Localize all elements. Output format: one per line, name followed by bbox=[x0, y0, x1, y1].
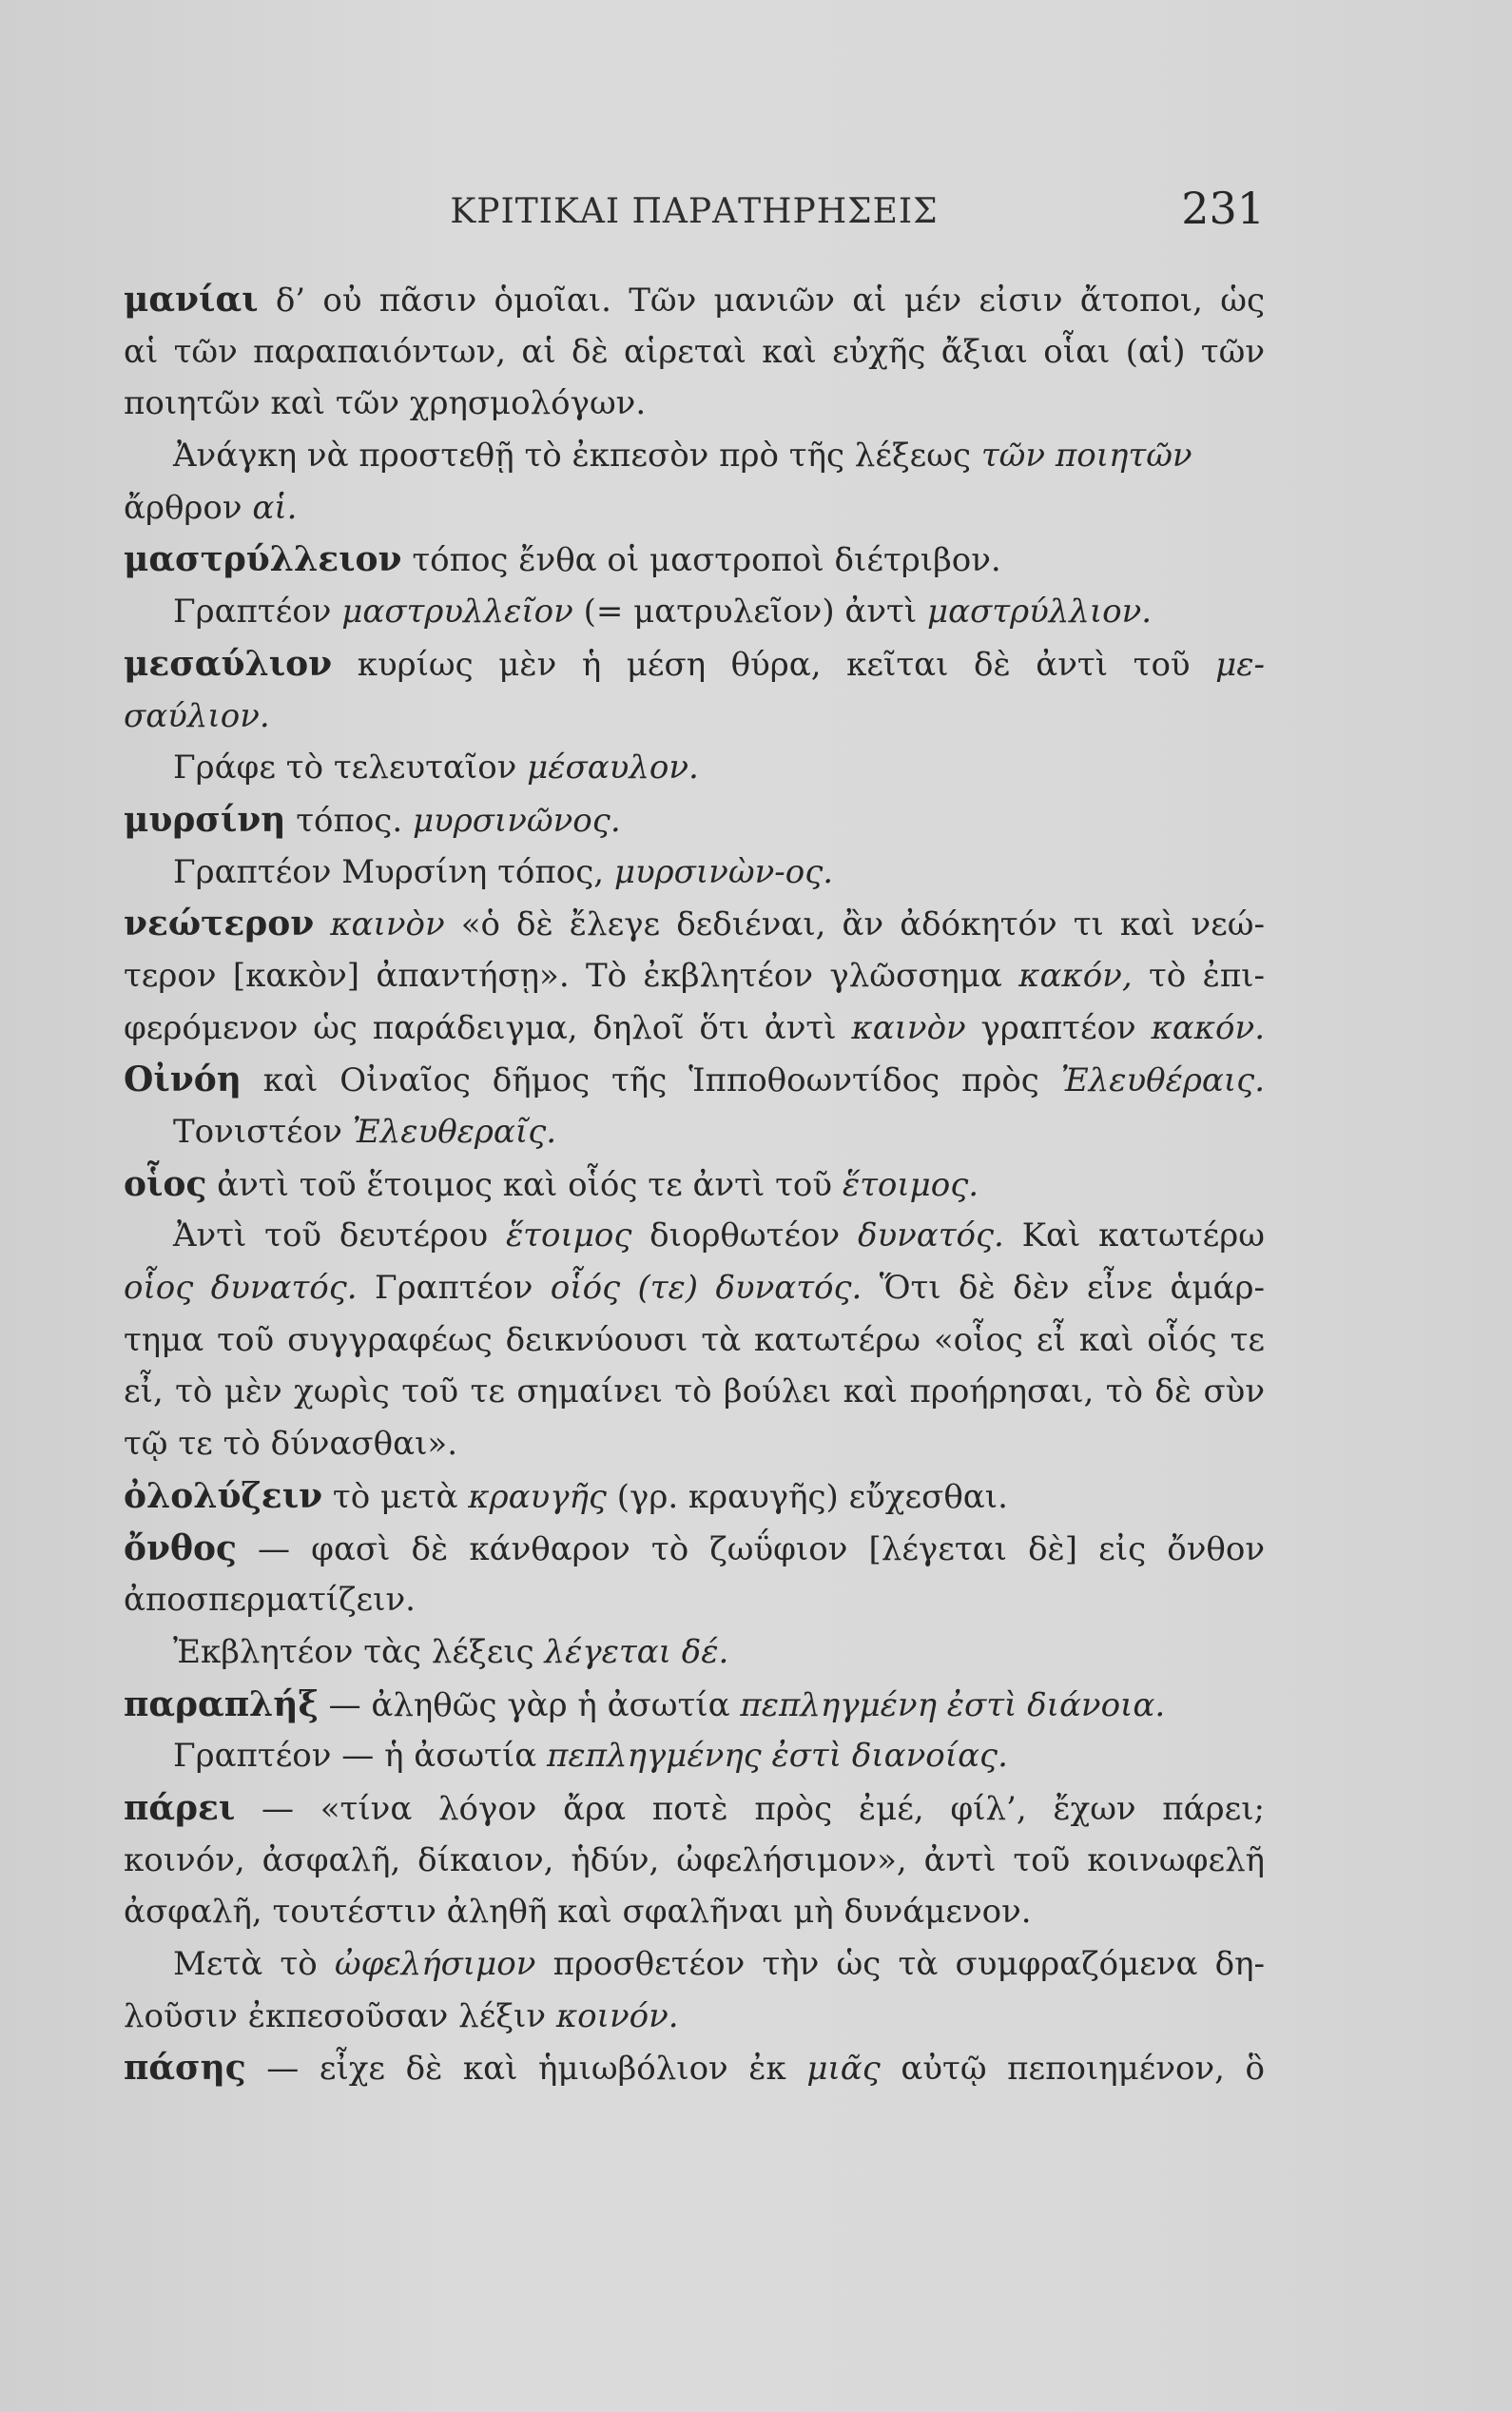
text-segment: Ἀνάγκη νὰ προστεθῇ τὸ ἐκπεσὸν πρὸ τῆς λέξεως bbox=[173, 437, 981, 476]
text-segment: διορθωτέον bbox=[631, 1216, 858, 1255]
italic-text: σαύλιον. bbox=[124, 696, 270, 735]
text-segment: Γραπτέον bbox=[357, 1269, 551, 1308]
text-segment: Καὶ κατωτέρω bbox=[1003, 1216, 1265, 1255]
italic-text: μαστρυλλεῖον bbox=[341, 593, 573, 632]
lemma-headword: οἷος bbox=[124, 1163, 207, 1204]
lemma-headword: πάρει bbox=[124, 1787, 236, 1828]
text-segment: αἱ τῶν παραπαιόντων, αἱ δὲ αἱρεταὶ καὶ εὐχῆς ἄξιαι οἷαι (αἱ) τῶν bbox=[124, 332, 1265, 371]
lemma-headword: παραπλήξ bbox=[124, 1683, 319, 1724]
lemma-headword: ὀλολύζειν bbox=[124, 1475, 323, 1516]
lemma-headword: μυρσίνη bbox=[124, 799, 286, 840]
text-line bbox=[124, 1314, 1265, 1367]
text-line bbox=[124, 1418, 1265, 1470]
text-segment: κυρίως μὲν ἡ μέση θύρα, κεῖται δὲ ἀντὶ τοῦ bbox=[332, 645, 1216, 684]
text-segment: ἀντὶ τοῦ ἕτοιμος καὶ οἷός τε ἀντὶ τοῦ bbox=[206, 1165, 843, 1204]
italic-text: δυνατός. bbox=[857, 1216, 1004, 1255]
text-segment: τὸ μετὰ bbox=[322, 1477, 469, 1516]
text-line bbox=[124, 1886, 1265, 1938]
text-line bbox=[124, 1782, 1265, 1835]
text-segment: — εἶχε δὲ καὶ ἡμιωβόλιον ἐκ bbox=[245, 2050, 807, 2089]
text-line bbox=[124, 1730, 1265, 1782]
text-segment: δ’ οὐ πᾶσιν ὁμοῖαι. Τῶν μανιῶν αἱ μέν εἰσιν ἄτοποι, ὡς bbox=[258, 282, 1265, 320]
text-segment: φερόμενον ὡς παράδειγμα, δηλοῖ ὅτι ἀντὶ bbox=[124, 1008, 852, 1047]
page-body bbox=[124, 274, 1265, 2094]
text-line bbox=[124, 1574, 1265, 1626]
text-segment: τὸ ἐπι- bbox=[1132, 956, 1265, 995]
italic-text: κοινόν. bbox=[555, 1996, 679, 2035]
italic-text: καινὸν bbox=[330, 905, 445, 944]
text-line bbox=[124, 1470, 1265, 1523]
text-line bbox=[124, 1523, 1265, 1575]
text-line bbox=[124, 1210, 1265, 1262]
italic-text: λέγεται δέ. bbox=[544, 1632, 729, 1671]
text-line bbox=[124, 1262, 1265, 1314]
text-segment: καὶ Οἰναῖος δῆμος τῆς Ἱπποθοωντίδος πρὸς bbox=[241, 1061, 1061, 1100]
text-segment: ἀποσπερματίζειν. bbox=[124, 1581, 416, 1620]
italic-text: τῶν ποιητῶν bbox=[980, 437, 1192, 476]
text-segment: τόπος ἔνθα οἱ μαστροποὶ διέτριβον. bbox=[401, 541, 1001, 580]
text-segment: Ἐκβλητέον τὰς λέξεις bbox=[173, 1632, 545, 1671]
text-segment: Γραπτέον bbox=[173, 593, 342, 632]
page-number: 231 bbox=[1181, 183, 1265, 234]
italic-text: μυρσινῶνος. bbox=[412, 801, 621, 840]
italic-text: με- bbox=[1215, 645, 1265, 684]
lemma-headword: μεσαύλιον bbox=[124, 643, 333, 684]
text-line bbox=[124, 1366, 1265, 1418]
text-segment: (γρ. κραυγῆς) εὔχεσθαι. bbox=[606, 1477, 1008, 1516]
italic-text: μαστρύλλιον. bbox=[927, 593, 1153, 632]
text-line bbox=[124, 378, 1265, 430]
text-line bbox=[124, 1626, 1265, 1679]
italic-text: ὠφελήσιμον bbox=[334, 1945, 536, 1983]
italic-text: κακόν, bbox=[1018, 956, 1133, 995]
text-segment: Ἀντὶ τοῦ δευτέρου bbox=[173, 1216, 506, 1255]
italic-text: καινὸν bbox=[851, 1008, 966, 1047]
text-line bbox=[124, 430, 1265, 482]
text-segment: τημα τοῦ συγγραφέως δεικνύουσι τὰ κατωτέρω «οἷος εἶ καὶ οἷός τε bbox=[124, 1320, 1265, 1359]
italic-text: κακόν. bbox=[1151, 1008, 1265, 1047]
italic-text: πεπληγμένη ἐστὶ διάνοια. bbox=[740, 1685, 1166, 1724]
text-line bbox=[124, 950, 1265, 1002]
italic-text: μιᾶς bbox=[806, 2050, 881, 2089]
text-line bbox=[124, 691, 1265, 743]
text-line bbox=[124, 638, 1265, 691]
text-segment: — «τίνα λόγον ἄρα ποτὲ πρὸς ἐμέ, φίλ’, ἔχων πάρει; bbox=[235, 1789, 1265, 1828]
text-segment: Γραπτέον — ἡ ἀσωτία bbox=[173, 1737, 548, 1776]
lemma-headword: νεώτερον bbox=[124, 904, 315, 944]
text-line bbox=[124, 1835, 1265, 1887]
text-line bbox=[124, 2042, 1265, 2094]
text-line bbox=[124, 1106, 1265, 1158]
text-segment: προσθετέον τὴν ὡς τὰ συμφραζόμενα δη- bbox=[535, 1945, 1265, 1983]
text-segment: αὐτῷ πεποιημένον, ὃ bbox=[880, 2050, 1265, 2089]
page-header bbox=[124, 183, 1265, 240]
text-line bbox=[124, 1002, 1265, 1055]
text-segment: Ὅτι δὲ δὲν εἶνε ἁμάρ- bbox=[862, 1269, 1265, 1308]
text-segment: ἄρθρον bbox=[124, 488, 253, 527]
text-line bbox=[124, 794, 1265, 846]
text-line bbox=[124, 586, 1265, 638]
text-segment: τερον [κακὸν] ἀπαντήσῃ». Τὸ ἐκβλητέον γλῶσσημα bbox=[124, 956, 1019, 995]
text-segment: εἶ, τὸ μὲν χωρὶς τοῦ τε σημαίνει τὸ βούλει καὶ προήρησαι, τὸ δὲ σὺν bbox=[124, 1372, 1265, 1411]
italic-text: μυρσινὼν-ος. bbox=[613, 852, 834, 891]
lemma-headword: μαστρύλλειον bbox=[124, 539, 402, 580]
lemma-headword: Οἰνόη bbox=[124, 1060, 242, 1100]
italic-text: Ἐλευθέραις. bbox=[1060, 1061, 1265, 1100]
text-segment: — ἀληθῶς γὰρ ἡ ἀσωτία bbox=[318, 1685, 741, 1724]
text-segment: — φασὶ δὲ κάνθαρον τὸ ζωΰφιον [λέγεται δὲ] εἰς ὄνθον bbox=[236, 1529, 1265, 1568]
text-line bbox=[124, 274, 1265, 326]
text-line bbox=[124, 482, 1265, 535]
italic-text: μέσαυλον. bbox=[527, 749, 699, 788]
text-segment: γραπτέον bbox=[965, 1008, 1152, 1047]
italic-text: οἷός (τε) δυνατός. bbox=[550, 1269, 863, 1308]
text-line bbox=[124, 1054, 1265, 1106]
running-title: ΚΡΙΤΙΚΑΙ ΠΑΡΑΤΗΡΗΣΕΙΣ bbox=[450, 192, 939, 231]
text-segment: τόπος. bbox=[285, 801, 413, 840]
text-line bbox=[124, 1679, 1265, 1731]
italic-text: κραυγῆς bbox=[468, 1477, 607, 1516]
text-line bbox=[124, 898, 1265, 950]
lemma-headword: ὄνθος bbox=[124, 1527, 237, 1568]
text-segment: ἀσφαλῆ, τουτέστιν ἀληθῆ καὶ σφαλῆναι μὴ δυνάμενον. bbox=[124, 1893, 1032, 1932]
text-line bbox=[124, 1991, 1265, 2043]
text-segment: τῷ τε τὸ δύνασθαι». bbox=[124, 1425, 458, 1464]
text-line bbox=[124, 1158, 1265, 1211]
text-segment: (= ματρυλεῖον) ἀντὶ bbox=[572, 593, 927, 632]
italic-text: πεπληγμένης ἐστὶ διανοίας. bbox=[547, 1737, 1008, 1776]
italic-text: Ἐλευθεραῖς. bbox=[352, 1113, 557, 1151]
italic-text: ἕτοιμος. bbox=[842, 1165, 979, 1204]
text-segment: «ὁ δὲ ἔλεγε δεδιέναι, ἂν ἀδόκητόν τι καὶ νεώ- bbox=[444, 905, 1265, 944]
text-segment bbox=[314, 905, 330, 943]
text-line bbox=[124, 846, 1265, 899]
text-line bbox=[124, 1938, 1265, 1991]
text-line bbox=[124, 742, 1265, 794]
text-line bbox=[124, 534, 1265, 586]
text-segment: Μετὰ τὸ bbox=[173, 1945, 335, 1983]
text-segment: Γραπτέον Μυρσίνη τόπος, bbox=[173, 852, 614, 891]
italic-text: οἷος δυνατός. bbox=[124, 1269, 358, 1308]
italic-text: ἕτοιμος bbox=[505, 1216, 632, 1255]
text-line bbox=[124, 326, 1265, 379]
text-segment: Τονιστέον bbox=[173, 1113, 353, 1151]
text-segment: Γράφε τὸ τελευταῖον bbox=[173, 749, 528, 788]
text-segment: λοῦσιν ἐκπεσοῦσαν λέξιν bbox=[124, 1996, 556, 2035]
lemma-headword: μανίαι bbox=[124, 280, 259, 320]
italic-text: αἱ. bbox=[252, 488, 298, 527]
text-segment: κοινόν, ἀσφαλῆ, δίκαιον, ἡδύν, ὠφελήσιμον», ἀντὶ τοῦ κοινωφελῆ bbox=[124, 1840, 1265, 1879]
text-segment: ποιητῶν καὶ τῶν χρησμολόγων. bbox=[124, 384, 647, 423]
lemma-headword: πάσης bbox=[124, 2048, 246, 2089]
